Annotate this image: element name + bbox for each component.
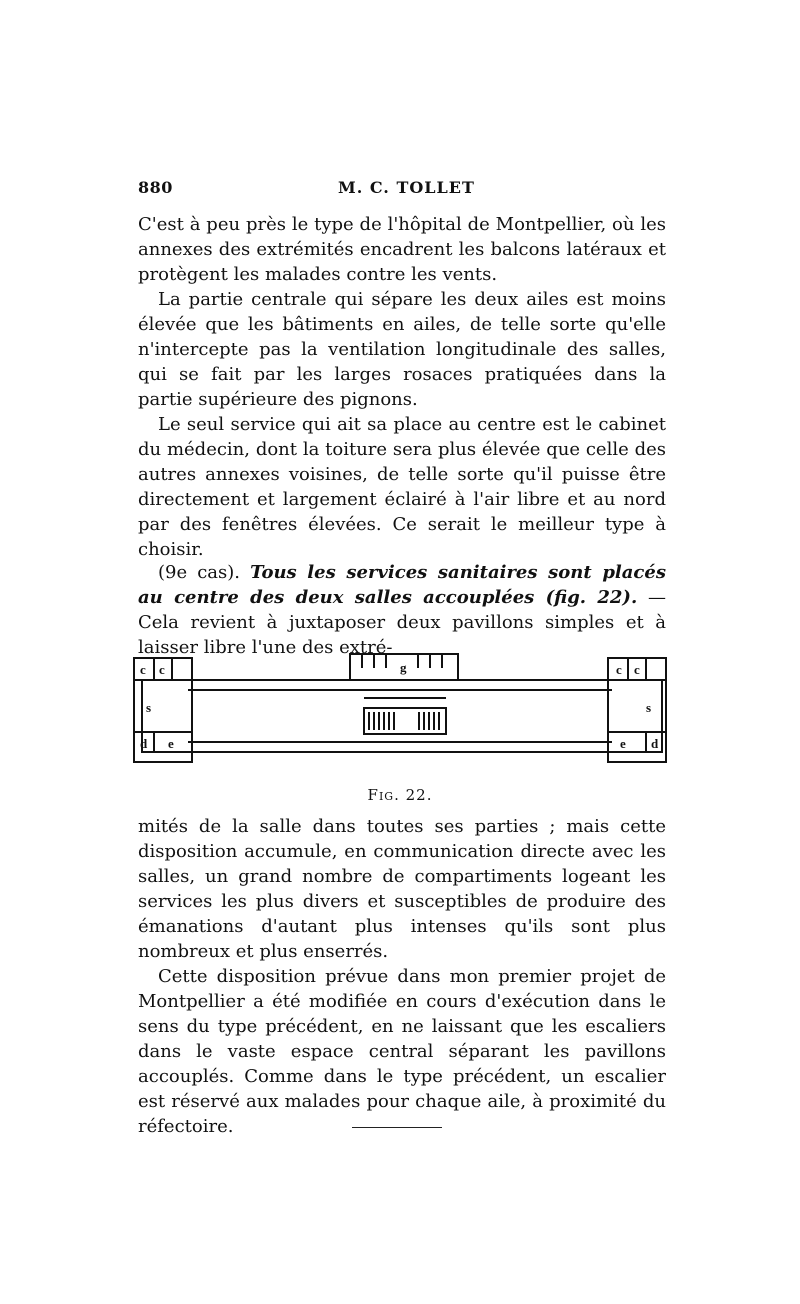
- label-s: s: [646, 700, 652, 715]
- case-text: — Cela revient à juxtaposer deux pavillons simples et à laisser libre l'une des extré-: [138, 587, 666, 658]
- case-title: Tous les services sanitaires sont placés au centre des deux salles accouplées (fig. 22).: [138, 562, 666, 608]
- staircase-hatching: [368, 712, 440, 730]
- case-number: (9e cas).: [158, 562, 241, 583]
- page-number: 880: [138, 178, 173, 197]
- paragraph: [138, 560, 666, 660]
- figure-caption: Fig. 22.: [367, 786, 433, 804]
- body-text-top: [138, 212, 666, 562]
- end-rule: [352, 1127, 442, 1128]
- label-c: c: [634, 662, 640, 677]
- label-d: d: [140, 736, 148, 751]
- floor-plan-drawing: [128, 648, 676, 774]
- label-e: e: [168, 736, 174, 751]
- paragraph: Le seul service qui ait sa place au centre est le cabinet du médecin, dont la toiture sera plus élevée que celle des autres annexes voisines, de telle sorte qu'il puisse être directement et largement éclairé à l'air libre et au nord par des fenêtres élevées. Ce serait le meilleur type à choisir.: [138, 414, 666, 560]
- running-head: M. C. TOLLET: [338, 178, 475, 197]
- label-d: d: [651, 736, 659, 751]
- paragraph: La partie centrale qui sépare les deux ailes est moins élevée que les bâtiments en ailes, de telle sorte qu'elle n'intercepte pas la ventilation longitudinale des salles, qui se fait par les larges rosaces pratiquées dans la partie supérieure des pignons.: [138, 289, 666, 410]
- case-paragraph: [138, 560, 666, 660]
- page-header: [138, 178, 666, 202]
- paragraph: mités de la salle dans toutes ses parties ; mais cette disposition accumule, en communication directe avec les salles, un grand nombre de compartiments logeant les services les plus divers et susceptibles de produire des émanations d'autant plus intenses qu'ils sont plus nombreux et plus enserrés.: [138, 816, 666, 962]
- paragraph: Cette disposition prévue dans mon premier projet de Montpellier a été modifiée en cours d'exécution dans le sens du type précédent, en ne laissant que les escaliers dans le vaste espace central séparant les pavillons accouplés. Comme dans le type précédent, un escalier est réservé aux malades pour chaque aile, à proximité du réfectoire.: [138, 966, 666, 1137]
- label-g: g: [400, 660, 407, 675]
- label-s: s: [146, 700, 152, 715]
- label-e: e: [620, 736, 626, 751]
- body-text-bottom: [138, 814, 666, 1139]
- floor-plan-figure: [128, 648, 676, 774]
- label-c: c: [616, 662, 622, 677]
- paragraph: C'est à peu près le type de l'hôpital de Montpellier, où les annexes des extrémités encadrent les balcons latéraux et protègent les malades contre les vents.: [138, 214, 666, 285]
- label-c: c: [140, 662, 146, 677]
- label-c: c: [159, 662, 165, 677]
